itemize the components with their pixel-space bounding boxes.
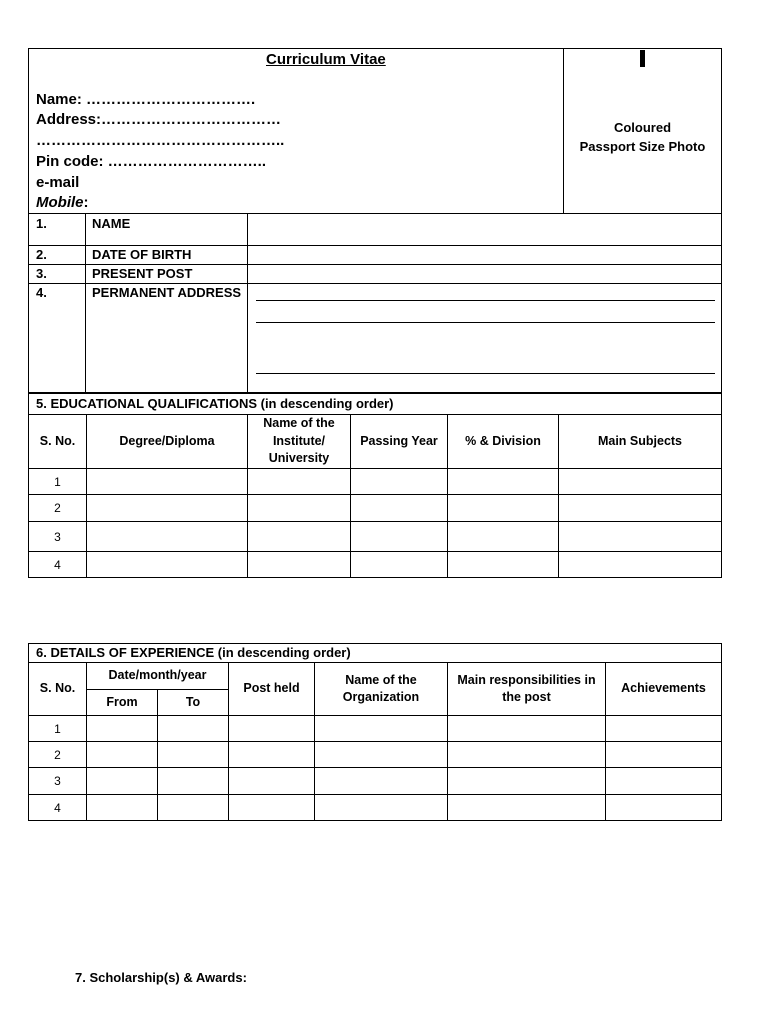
photo-caption-line1: Coloured: [613, 120, 672, 135]
photo-caption-line2: Passport Size Photo: [579, 139, 706, 154]
experience-row-line: [28, 715, 722, 716]
education-heading: 5. EDUCATIONAL QUALIFICATIONS (in descending order): [36, 396, 394, 411]
edu-row-number: 3: [54, 529, 61, 544]
exp-row-number: 3: [54, 774, 61, 788]
education-row-line: [28, 521, 722, 522]
experience-row-line: [28, 767, 722, 768]
awards-heading: 7. Scholarship(s) & Awards:: [75, 970, 247, 985]
experience-row-line: [28, 741, 722, 742]
exp-header-achievements: Achievements: [621, 681, 706, 696]
exp-row-number: 2: [54, 747, 61, 762]
exp-header-sno: S. No.: [39, 681, 76, 696]
edu-header-division: % & Division: [465, 433, 541, 448]
exp-header-from: From: [106, 694, 138, 709]
email-label[interactable]: e-mail: [36, 174, 80, 191]
personal-num-4: 4.: [36, 285, 47, 300]
edu-header-degree: Degree/Diploma: [119, 433, 215, 448]
name-field[interactable]: [248, 214, 721, 245]
mobile-line[interactable]: [36, 194, 89, 212]
education-row-line: [28, 551, 722, 552]
personal-num-1: 1.: [36, 216, 47, 231]
mobile-label: Mobile: [36, 194, 84, 211]
edu-row-number: 2: [54, 501, 61, 515]
experience-heading: 6. DETAILS OF EXPERIENCE (in descending order): [36, 645, 351, 660]
personal-num-2: 2.: [36, 247, 47, 262]
permanent-address-line[interactable]: [256, 300, 715, 301]
experience-row-line: [28, 794, 722, 795]
personal-label-address: PERMANENT ADDRESS: [92, 285, 242, 300]
personal-label-post: PRESENT POST: [92, 266, 193, 281]
exp-row-number: 1: [54, 721, 61, 736]
page-title: Curriculum Vitae: [266, 51, 386, 68]
mobile-colon: :: [83, 194, 89, 211]
personal-row-line: [28, 283, 722, 284]
edu-header-passing-year: Passing Year: [360, 433, 438, 448]
edu-row-number: 1: [54, 474, 61, 489]
exp-header-to: To: [185, 694, 201, 709]
edu-header-sno: S. No.: [39, 433, 76, 448]
exp-header-date-group: Date/month/year: [108, 668, 207, 683]
exp-header-responsibilities: Main responsibilities in the post: [457, 672, 596, 704]
permanent-address-line[interactable]: [256, 373, 715, 374]
exp-row-number: 4: [54, 801, 61, 815]
photo-marker: [640, 50, 645, 67]
present-post-field[interactable]: [248, 265, 721, 283]
exp-header-post: Post held: [243, 681, 300, 696]
permanent-address-line[interactable]: [256, 322, 715, 323]
education-row-line: [28, 494, 722, 495]
name-line[interactable]: Name: …………………………….: [36, 91, 256, 108]
edu-header-subjects: Main Subjects: [597, 433, 683, 448]
address-line[interactable]: Address:………………………………: [36, 111, 282, 128]
address-continuation-line[interactable]: …………………………………………..: [36, 132, 285, 149]
personal-label-dob: DATE OF BIRTH: [92, 247, 192, 262]
dob-field[interactable]: [248, 246, 721, 264]
exp-header-organization: Name of the Organization: [342, 672, 420, 704]
education-row-line: [28, 468, 722, 469]
personal-num-3: 3.: [36, 266, 47, 281]
personal-label-name: NAME: [92, 216, 131, 231]
photo-placeholder: [564, 120, 721, 154]
edu-header-institute: Name of the Institute/ University: [263, 416, 335, 466]
personal-col-divider-1: [85, 213, 86, 393]
pin-code-line[interactable]: Pin code: …………………………..: [36, 153, 267, 170]
edu-row-number: 4: [54, 558, 61, 572]
